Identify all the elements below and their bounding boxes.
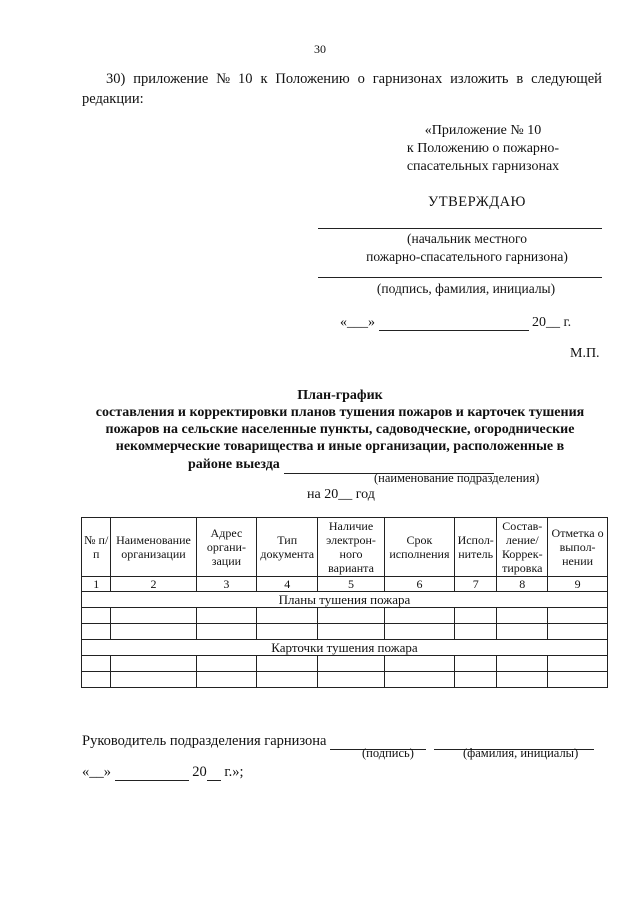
chief-caption	[336, 230, 598, 266]
section-title: Планы тушения пожара	[82, 592, 608, 608]
year-suffix: г.	[560, 315, 572, 330]
appendix-line: спасательных гарнизонах	[406, 159, 560, 174]
year-blank: __	[546, 315, 560, 330]
title-line: составления и корректировки планов тушения пожаров и карточек тушения	[95, 405, 585, 420]
quote-open: «	[82, 764, 90, 780]
approve-heading: УТВЕРЖДАЮ	[428, 194, 526, 210]
col-header-done-mark: Отметка о выпол-нении	[548, 518, 608, 577]
column-number: 1	[82, 577, 111, 592]
appendix-line: «Приложение № 10	[424, 123, 542, 138]
stamp-mark: М.П.	[570, 346, 600, 361]
year-line: на 20__ год	[307, 487, 375, 502]
col-header-deadline: Срок исполнения	[384, 518, 454, 577]
page-number: 30	[314, 42, 326, 56]
intro-paragraph	[106, 70, 606, 88]
day-blank: __	[89, 764, 104, 780]
month-blank	[115, 766, 189, 781]
approve-date	[340, 315, 571, 331]
signature-caption: (подпись, фамилия, инициалы)	[376, 281, 556, 296]
intro-word: 30)	[106, 71, 126, 87]
title-line: некоммерческие товарищества и иные организации, расположенные в	[115, 439, 565, 454]
table-header-row	[82, 518, 608, 577]
title-area-label: районе выезда	[188, 457, 280, 472]
schedule-table	[81, 517, 608, 688]
head-signature-caption: (подпись)	[362, 746, 414, 760]
year-prefix: 20	[532, 315, 546, 330]
intro-word: Положению	[275, 71, 350, 87]
table-row	[82, 624, 608, 640]
column-number: 7	[454, 577, 497, 592]
col-header-doc-type: Тип документа	[257, 518, 318, 577]
column-number: 2	[111, 577, 196, 592]
intro-word: 10	[238, 71, 253, 87]
year-blank	[207, 766, 221, 781]
section-title: Карточки тушения пожара	[82, 640, 608, 656]
col-header-compile: Состав-ление/ Коррек-тировка	[497, 518, 548, 577]
intro-word: приложение	[133, 71, 209, 87]
chief-line	[318, 228, 602, 229]
intro-word: изложить	[450, 71, 509, 87]
col-header-address: Адрес органи-зации	[196, 518, 257, 577]
intro-word: №	[216, 71, 231, 87]
intro-word: в	[516, 71, 524, 87]
year-suffix: г.»;	[220, 764, 244, 780]
table-row	[82, 608, 608, 624]
quote-close: »	[368, 315, 375, 330]
column-number: 8	[497, 577, 548, 592]
column-number: 6	[384, 577, 454, 592]
intro-word: следующей	[531, 71, 602, 87]
chief-caption-line: пожарно-спасательного гарнизона)	[366, 249, 568, 264]
col-header-executor: Испол-нитель	[454, 518, 497, 577]
head-name-caption: (фамилия, инициалы)	[463, 746, 579, 760]
intro-line-2: редакции:	[82, 91, 144, 107]
column-number-row	[82, 577, 608, 592]
column-number: 5	[318, 577, 385, 592]
intro-line-1	[106, 70, 602, 88]
quote-open: «	[340, 315, 347, 330]
month-blank	[379, 316, 529, 331]
column-number: 3	[196, 577, 257, 592]
bottom-date	[82, 764, 244, 781]
column-number: 4	[257, 577, 318, 592]
chief-caption-line: (начальник местного	[406, 231, 528, 246]
table-row	[82, 656, 608, 672]
title-main: План-график	[297, 388, 383, 403]
section-row-cards	[82, 640, 608, 656]
intro-word: о	[357, 71, 365, 87]
year-prefix: 20	[192, 764, 207, 780]
col-header-number: № п/п	[82, 518, 111, 577]
col-header-organization: Наименование организации	[111, 518, 196, 577]
signature-line	[318, 277, 602, 278]
appendix-header	[398, 122, 568, 176]
head-signature-label: Руководитель подразделения гарнизона	[82, 733, 327, 749]
appendix-line: к Положению о пожарно-	[406, 141, 560, 156]
intro-word: к	[260, 71, 268, 87]
col-header-electronic: Наличие электрон-ного варианта	[318, 518, 385, 577]
intro-word: гарнизонах	[372, 71, 443, 87]
column-number: 9	[548, 577, 608, 592]
section-row-plans	[82, 592, 608, 608]
quote-close: »	[103, 764, 111, 780]
day-blank: ___	[347, 315, 368, 330]
table-row	[82, 672, 608, 688]
title-line: пожаров на сельские населенные пункты, садоводческие, огороднические	[105, 422, 575, 437]
subdivision-caption: (наименование подразделения)	[374, 471, 540, 485]
